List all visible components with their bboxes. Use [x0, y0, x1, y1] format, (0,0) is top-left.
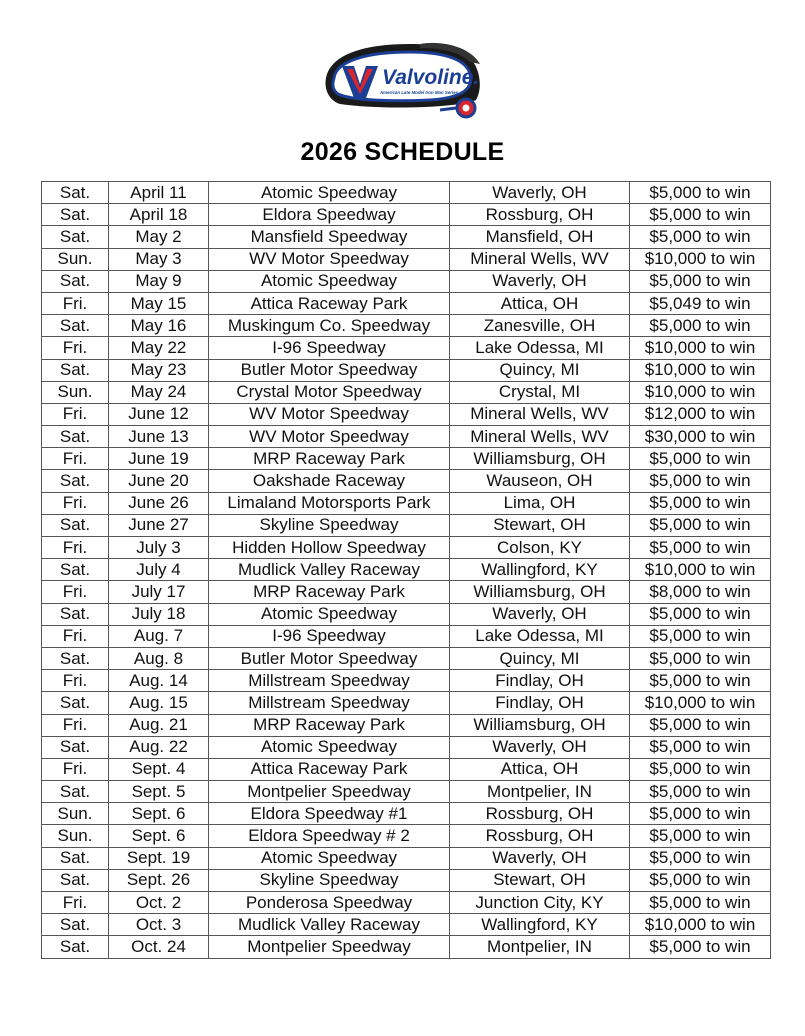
event-date-cell: May 15	[109, 292, 209, 314]
event-day-cell: Fri.	[42, 403, 109, 425]
event-track-cell: Eldora Speedway #1	[209, 803, 450, 825]
event-date-cell: Sept. 6	[109, 825, 209, 847]
schedule-row	[42, 226, 771, 248]
event-date-cell: May 9	[109, 270, 209, 292]
event-day-cell: Fri.	[42, 714, 109, 736]
event-track-cell: Montpelier Speedway	[209, 936, 450, 958]
event-track-cell: Attica Raceway Park	[209, 292, 450, 314]
event-day-cell: Sat.	[42, 514, 109, 536]
event-track-cell: MRP Raceway Park	[209, 581, 450, 603]
event-location-cell: Crystal, MI	[450, 381, 630, 403]
event-track-cell: Eldora Speedway # 2	[209, 825, 450, 847]
event-day-cell: Sat.	[42, 781, 109, 803]
event-date-cell: Sept. 19	[109, 847, 209, 869]
event-date-cell: July 3	[109, 537, 209, 559]
event-track-cell: Millstream Speedway	[209, 670, 450, 692]
event-day-cell: Fri.	[42, 292, 109, 314]
event-track-cell: Atomic Speedway	[209, 847, 450, 869]
event-day-cell: Fri.	[42, 625, 109, 647]
event-day-cell: Sat.	[42, 182, 109, 204]
event-date-cell: Oct. 3	[109, 914, 209, 936]
schedule-row	[42, 603, 771, 625]
schedule-row	[42, 248, 771, 270]
event-track-cell: Muskingum Co. Speedway	[209, 315, 450, 337]
event-location-cell: Attica, OH	[450, 292, 630, 314]
event-day-cell: Sat.	[42, 226, 109, 248]
event-date-cell: July 18	[109, 603, 209, 625]
event-track-cell: Mansfield Speedway	[209, 226, 450, 248]
event-location-cell: Williamsburg, OH	[450, 714, 630, 736]
event-location-cell: Zanesville, OH	[450, 315, 630, 337]
event-location-cell: Lake Odessa, MI	[450, 625, 630, 647]
event-track-cell: Millstream Speedway	[209, 692, 450, 714]
event-day-cell: Sat.	[42, 736, 109, 758]
event-date-cell: June 27	[109, 514, 209, 536]
event-location-cell: Waverly, OH	[450, 847, 630, 869]
schedule-title: 2026 SCHEDULE	[300, 138, 505, 166]
event-day-cell: Fri.	[42, 581, 109, 603]
event-location-cell: Montpelier, IN	[450, 781, 630, 803]
schedule-row	[42, 381, 771, 403]
event-purse-cell: $5,000 to win	[630, 492, 771, 514]
schedule-row	[42, 204, 771, 226]
schedule-row	[42, 892, 771, 914]
event-purse-cell: $5,000 to win	[630, 936, 771, 958]
event-location-cell: Waverly, OH	[450, 736, 630, 758]
event-date-cell: Aug. 8	[109, 647, 209, 669]
event-purse-cell: $5,000 to win	[630, 869, 771, 891]
event-location-cell: Waverly, OH	[450, 182, 630, 204]
event-day-cell: Fri.	[42, 758, 109, 780]
event-purse-cell: $10,000 to win	[630, 248, 771, 270]
event-location-cell: Mineral Wells, WV	[450, 403, 630, 425]
event-track-cell: Atomic Speedway	[209, 270, 450, 292]
event-date-cell: May 16	[109, 315, 209, 337]
event-location-cell: Attica, OH	[450, 758, 630, 780]
valvoline-logo-graphic	[320, 38, 490, 126]
event-track-cell: Eldora Speedway	[209, 204, 450, 226]
event-track-cell: Montpelier Speedway	[209, 781, 450, 803]
brand-wordmark: Valvoline.	[382, 66, 480, 89]
event-purse-cell: $10,000 to win	[630, 381, 771, 403]
event-date-cell: July 17	[109, 581, 209, 603]
event-location-cell: Wallingford, KY	[450, 914, 630, 936]
event-track-cell: Oakshade Raceway	[209, 470, 450, 492]
event-day-cell: Sun.	[42, 381, 109, 403]
schedule-row	[42, 492, 771, 514]
event-track-cell: Mudlick Valley Raceway	[209, 559, 450, 581]
event-day-cell: Fri.	[42, 537, 109, 559]
event-purse-cell: $10,000 to win	[630, 914, 771, 936]
schedule-row	[42, 758, 771, 780]
schedule-row	[42, 847, 771, 869]
event-purse-cell: $5,000 to win	[630, 825, 771, 847]
event-date-cell: Oct. 2	[109, 892, 209, 914]
schedule-row	[42, 647, 771, 669]
event-purse-cell: $5,000 to win	[630, 847, 771, 869]
schedule-row	[42, 914, 771, 936]
event-date-cell: May 22	[109, 337, 209, 359]
event-date-cell: Aug. 22	[109, 736, 209, 758]
event-date-cell: June 20	[109, 470, 209, 492]
event-day-cell: Sat.	[42, 869, 109, 891]
event-track-cell: Attica Raceway Park	[209, 758, 450, 780]
event-track-cell: Mudlick Valley Raceway	[209, 914, 450, 936]
schedule-row	[42, 803, 771, 825]
schedule-row	[42, 825, 771, 847]
event-day-cell: Fri.	[42, 492, 109, 514]
schedule-table	[41, 181, 771, 959]
event-track-cell: I-96 Speedway	[209, 337, 450, 359]
event-date-cell: Sept. 6	[109, 803, 209, 825]
schedule-row	[42, 292, 771, 314]
event-location-cell: Williamsburg, OH	[450, 581, 630, 603]
event-purse-cell: $5,000 to win	[630, 625, 771, 647]
schedule-row	[42, 426, 771, 448]
schedule-row	[42, 470, 771, 492]
event-date-cell: Sept. 26	[109, 869, 209, 891]
event-day-cell: Sun.	[42, 803, 109, 825]
schedule-row	[42, 559, 771, 581]
event-track-cell: Atomic Speedway	[209, 736, 450, 758]
event-location-cell: Wallingford, KY	[450, 559, 630, 581]
schedule-row	[42, 359, 771, 381]
event-track-cell: Butler Motor Speedway	[209, 647, 450, 669]
event-purse-cell: $5,000 to win	[630, 781, 771, 803]
event-location-cell: Quincy, MI	[450, 647, 630, 669]
event-track-cell: Skyline Speedway	[209, 869, 450, 891]
event-track-cell: Crystal Motor Speedway	[209, 381, 450, 403]
schedule-row	[42, 692, 771, 714]
schedule-row	[42, 670, 771, 692]
series-logo	[320, 38, 490, 126]
event-day-cell: Sun.	[42, 248, 109, 270]
event-day-cell: Fri.	[42, 670, 109, 692]
event-purse-cell: $5,000 to win	[630, 603, 771, 625]
event-date-cell: June 13	[109, 426, 209, 448]
schedule-row	[42, 714, 771, 736]
event-purse-cell: $10,000 to win	[630, 559, 771, 581]
schedule-row	[42, 736, 771, 758]
schedule-row	[42, 448, 771, 470]
event-purse-cell: $5,000 to win	[630, 803, 771, 825]
event-date-cell: June 26	[109, 492, 209, 514]
event-purse-cell: $5,000 to win	[630, 226, 771, 248]
event-date-cell: June 12	[109, 403, 209, 425]
event-location-cell: Mansfield, OH	[450, 226, 630, 248]
event-purse-cell: $5,000 to win	[630, 182, 771, 204]
schedule-row	[42, 625, 771, 647]
brand-tagline: American Late Model Iron Man Series	[380, 90, 459, 95]
event-location-cell: Colson, KY	[450, 537, 630, 559]
event-location-cell: Waverly, OH	[450, 270, 630, 292]
event-date-cell: Oct. 24	[109, 936, 209, 958]
schedule-row	[42, 781, 771, 803]
event-purse-cell: $30,000 to win	[630, 426, 771, 448]
event-day-cell: Sun.	[42, 825, 109, 847]
event-day-cell: Sat.	[42, 559, 109, 581]
schedule-row	[42, 270, 771, 292]
event-purse-cell: $12,000 to win	[630, 403, 771, 425]
event-location-cell: Mineral Wells, WV	[450, 248, 630, 270]
event-location-cell: Stewart, OH	[450, 869, 630, 891]
event-purse-cell: $10,000 to win	[630, 337, 771, 359]
event-track-cell: Atomic Speedway	[209, 182, 450, 204]
event-purse-cell: $5,000 to win	[630, 315, 771, 337]
event-track-cell: Limaland Motorsports Park	[209, 492, 450, 514]
event-track-cell: WV Motor Speedway	[209, 403, 450, 425]
event-purse-cell: $10,000 to win	[630, 692, 771, 714]
event-day-cell: Sat.	[42, 270, 109, 292]
event-day-cell: Sat.	[42, 426, 109, 448]
event-track-cell: Skyline Speedway	[209, 514, 450, 536]
schedule-row	[42, 403, 771, 425]
event-track-cell: Butler Motor Speedway	[209, 359, 450, 381]
event-day-cell: Fri.	[42, 337, 109, 359]
event-purse-cell: $5,000 to win	[630, 448, 771, 470]
event-day-cell: Sat.	[42, 647, 109, 669]
event-day-cell: Fri.	[42, 448, 109, 470]
event-purse-cell: $5,000 to win	[630, 270, 771, 292]
schedule-row	[42, 315, 771, 337]
event-purse-cell: $5,000 to win	[630, 736, 771, 758]
event-track-cell: I-96 Speedway	[209, 625, 450, 647]
event-day-cell: Sat.	[42, 914, 109, 936]
event-track-cell: Ponderosa Speedway	[209, 892, 450, 914]
event-location-cell: Findlay, OH	[450, 670, 630, 692]
event-location-cell: Junction City, KY	[450, 892, 630, 914]
event-track-cell: WV Motor Speedway	[209, 426, 450, 448]
event-location-cell: Lake Odessa, MI	[450, 337, 630, 359]
event-location-cell: Lima, OH	[450, 492, 630, 514]
event-purse-cell: $5,000 to win	[630, 714, 771, 736]
schedule-row	[42, 936, 771, 958]
event-date-cell: April 11	[109, 182, 209, 204]
event-purse-cell: $5,000 to win	[630, 647, 771, 669]
event-date-cell: May 3	[109, 248, 209, 270]
event-day-cell: Sat.	[42, 936, 109, 958]
event-day-cell: Fri.	[42, 892, 109, 914]
event-track-cell: Hidden Hollow Speedway	[209, 537, 450, 559]
event-track-cell: WV Motor Speedway	[209, 248, 450, 270]
event-date-cell: May 2	[109, 226, 209, 248]
event-day-cell: Sat.	[42, 315, 109, 337]
event-track-cell: Atomic Speedway	[209, 603, 450, 625]
event-day-cell: Sat.	[42, 603, 109, 625]
event-location-cell: Quincy, MI	[450, 359, 630, 381]
event-purse-cell: $5,000 to win	[630, 670, 771, 692]
event-purse-cell: $10,000 to win	[630, 359, 771, 381]
event-date-cell: May 24	[109, 381, 209, 403]
event-date-cell: May 23	[109, 359, 209, 381]
event-purse-cell: $5,000 to win	[630, 204, 771, 226]
event-day-cell: Sat.	[42, 470, 109, 492]
event-date-cell: Sept. 4	[109, 758, 209, 780]
event-location-cell: Waverly, OH	[450, 603, 630, 625]
schedule-row	[42, 581, 771, 603]
event-date-cell: April 18	[109, 204, 209, 226]
event-purse-cell: $8,000 to win	[630, 581, 771, 603]
event-location-cell: Rossburg, OH	[450, 825, 630, 847]
schedule-row	[42, 514, 771, 536]
event-purse-cell: $5,000 to win	[630, 892, 771, 914]
event-date-cell: July 4	[109, 559, 209, 581]
event-location-cell: Wauseon, OH	[450, 470, 630, 492]
schedule-row	[42, 869, 771, 891]
event-purse-cell: $5,000 to win	[630, 537, 771, 559]
event-day-cell: Sat.	[42, 692, 109, 714]
schedule-row	[42, 537, 771, 559]
event-purse-cell: $5,049 to win	[630, 292, 771, 314]
event-date-cell: Sept. 5	[109, 781, 209, 803]
event-location-cell: Montpelier, IN	[450, 936, 630, 958]
event-date-cell: Aug. 21	[109, 714, 209, 736]
event-purse-cell: $5,000 to win	[630, 758, 771, 780]
event-purse-cell: $5,000 to win	[630, 514, 771, 536]
event-date-cell: Aug. 15	[109, 692, 209, 714]
event-date-cell: Aug. 7	[109, 625, 209, 647]
event-day-cell: Sat.	[42, 847, 109, 869]
event-purse-cell: $5,000 to win	[630, 470, 771, 492]
event-date-cell: Aug. 14	[109, 670, 209, 692]
schedule-row	[42, 337, 771, 359]
event-location-cell: Mineral Wells, WV	[450, 426, 630, 448]
event-location-cell: Findlay, OH	[450, 692, 630, 714]
event-location-cell: Williamsburg, OH	[450, 448, 630, 470]
event-location-cell: Rossburg, OH	[450, 803, 630, 825]
schedule-table-body	[42, 182, 771, 959]
event-track-cell: MRP Raceway Park	[209, 714, 450, 736]
event-location-cell: Rossburg, OH	[450, 204, 630, 226]
event-location-cell: Stewart, OH	[450, 514, 630, 536]
event-day-cell: Sat.	[42, 204, 109, 226]
schedule-row	[42, 182, 771, 204]
event-date-cell: June 19	[109, 448, 209, 470]
event-track-cell: MRP Raceway Park	[209, 448, 450, 470]
event-day-cell: Sat.	[42, 359, 109, 381]
